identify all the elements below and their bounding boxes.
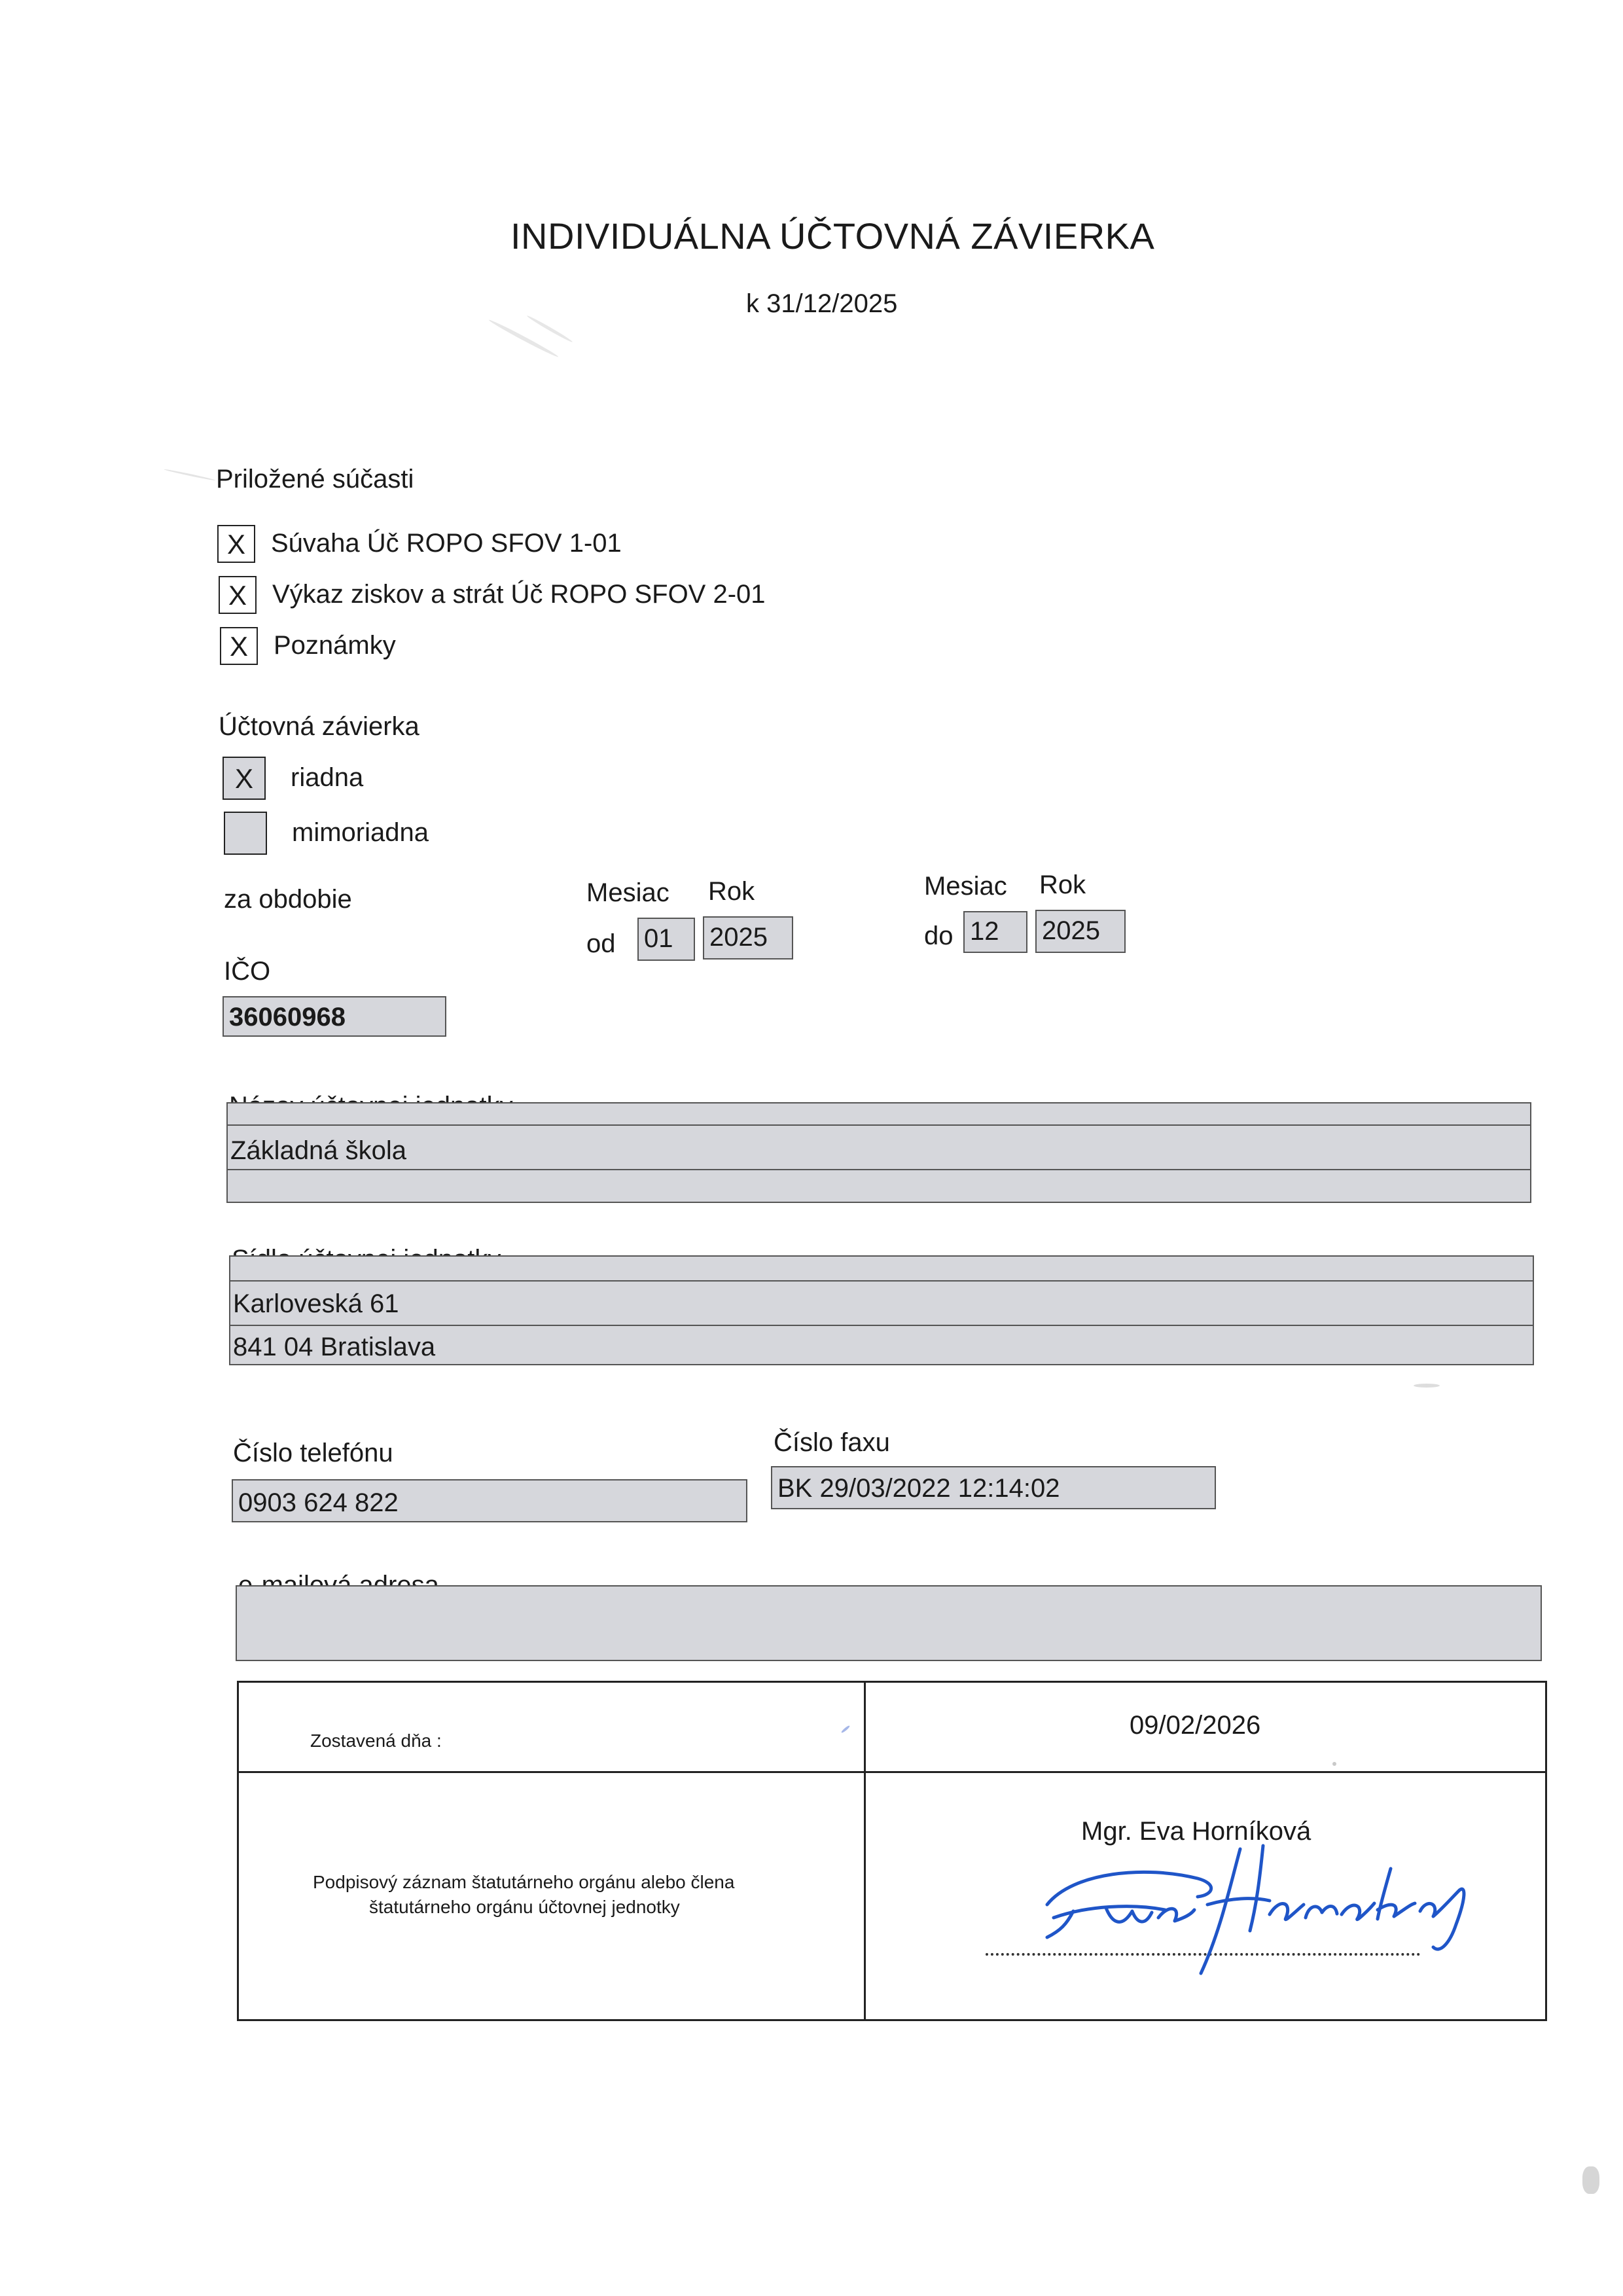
entity-seat-line1[interactable]: Karloveská 61 bbox=[233, 1289, 399, 1318]
from-month-field[interactable]: 01 bbox=[637, 918, 695, 961]
phone-field[interactable]: 0903 624 822 bbox=[232, 1479, 747, 1522]
entity-name-line1[interactable]: Základná škola bbox=[230, 1136, 407, 1165]
attachments-heading: Priložené súčasti bbox=[216, 465, 414, 493]
attachment-label-balance-sheet: Súvaha Úč ROPO SFOV 1-01 bbox=[271, 529, 622, 558]
entity-name-box bbox=[226, 1102, 1531, 1203]
handwritten-signature bbox=[1034, 1833, 1492, 1983]
fax-label: Číslo faxu bbox=[774, 1428, 890, 1457]
to-year-header: Rok bbox=[1039, 870, 1086, 899]
document-title: INDIVIDUÁLNA ÚČTOVNÁ ZÁVIERKA bbox=[510, 215, 1155, 257]
ico-field[interactable]: 36060968 bbox=[223, 996, 446, 1037]
entity-seat-divider bbox=[229, 1325, 1534, 1326]
scan-artifact bbox=[164, 469, 216, 482]
signature-caption-line1: Podpisový záznam štatutárneho orgánu alebo člena bbox=[313, 1872, 735, 1892]
from-year-header: Rok bbox=[708, 877, 755, 906]
signer-name: Mgr. Eva Horníková bbox=[1081, 1817, 1311, 1846]
from-month-header: Mesiac bbox=[586, 878, 669, 907]
attachment-label-income-statement: Výkaz ziskov a strát Úč ROPO SFOV 2-01 bbox=[272, 580, 766, 609]
checkbox-balance-sheet[interactable]: X bbox=[217, 525, 255, 563]
scan-artifact bbox=[1582, 2166, 1599, 2194]
checkbox-notes[interactable]: X bbox=[220, 627, 258, 665]
scan-artifact bbox=[526, 314, 573, 343]
entity-name-top-rule bbox=[226, 1124, 1531, 1126]
period-label: za obdobie bbox=[224, 885, 352, 914]
prepared-on-date[interactable]: 09/02/2026 bbox=[1130, 1711, 1261, 1740]
scan-artifact bbox=[1414, 1384, 1440, 1388]
signature-table-column-divider bbox=[864, 1681, 866, 2021]
to-year-field[interactable]: 2025 bbox=[1035, 910, 1126, 953]
closure-label-extraordinary: mimoriadna bbox=[292, 818, 429, 847]
signature-table-row-divider bbox=[237, 1771, 1547, 1773]
from-year-field[interactable]: 2025 bbox=[703, 916, 793, 960]
ico-label: IČO bbox=[224, 957, 271, 986]
from-label: od bbox=[586, 929, 616, 958]
closure-type-heading: Účtovná závierka bbox=[219, 712, 419, 741]
to-label: do bbox=[924, 922, 954, 950]
entity-name-divider bbox=[226, 1169, 1531, 1170]
checkbox-regular[interactable]: X bbox=[223, 757, 266, 800]
attachment-label-notes: Poznámky bbox=[274, 631, 396, 660]
fax-field[interactable]: BK 29/03/2022 12:14:02 bbox=[771, 1466, 1216, 1509]
scan-artifact bbox=[1332, 1762, 1336, 1766]
to-month-header: Mesiac bbox=[924, 872, 1007, 901]
phone-label: Číslo telefónu bbox=[233, 1439, 393, 1467]
closure-label-regular: riadna bbox=[291, 763, 364, 792]
checkbox-extraordinary[interactable] bbox=[224, 812, 267, 855]
prepared-on-label: Zostavená dňa : bbox=[310, 1731, 442, 1751]
closing-date: k 31/12/2025 bbox=[746, 289, 898, 318]
entity-seat-top-rule bbox=[229, 1280, 1534, 1282]
to-month-field[interactable]: 12 bbox=[963, 911, 1027, 953]
entity-seat-line2[interactable]: 841 04 Bratislava bbox=[233, 1333, 436, 1361]
email-field[interactable] bbox=[236, 1585, 1542, 1661]
signature-caption-line2: štatutárneho orgánu účtovnej jednotky bbox=[369, 1897, 680, 1917]
scan-artifact bbox=[488, 318, 560, 359]
checkbox-income-statement[interactable]: X bbox=[219, 576, 257, 614]
